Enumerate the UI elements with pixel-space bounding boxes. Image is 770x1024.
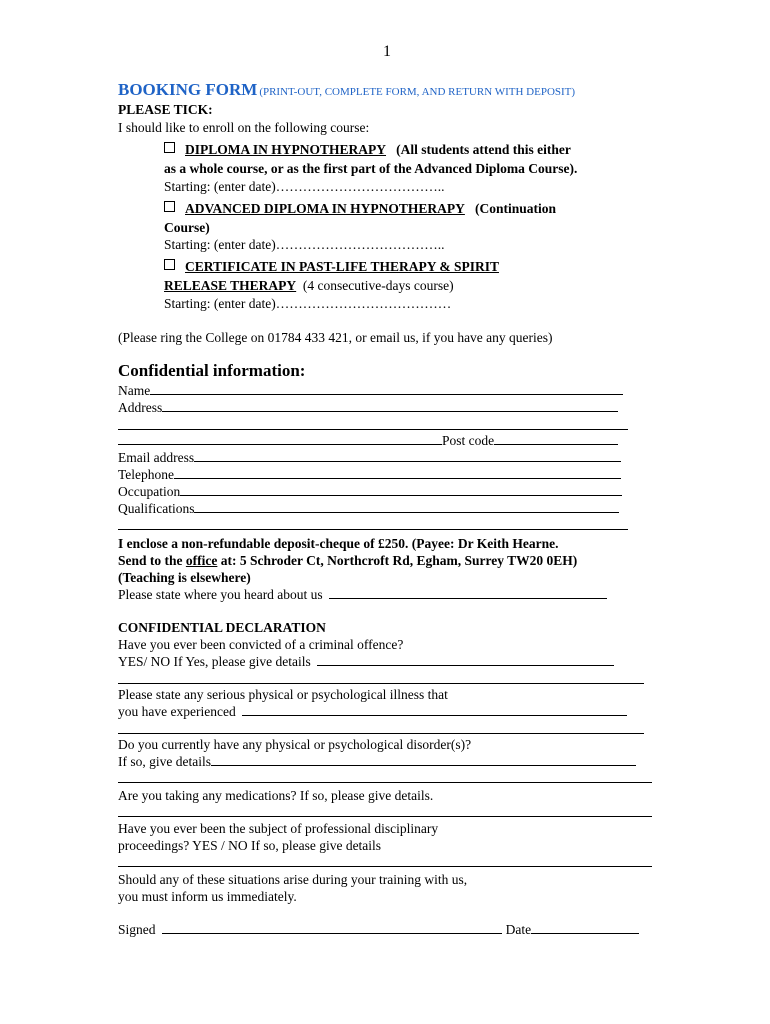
advanced-note-2: Course) xyxy=(164,220,210,235)
deposit-send-to: Send to the xyxy=(118,553,186,568)
signature-input-line[interactable] xyxy=(162,921,502,934)
q5-line[interactable] xyxy=(118,866,652,867)
inform-text-2: you must inform us immediately. xyxy=(118,889,297,904)
advanced-title: ADVANCED DIPLOMA IN HYPNOTHERAPY xyxy=(185,201,465,216)
name-field[interactable] xyxy=(118,382,623,399)
name-label: Name xyxy=(118,383,151,398)
q4-line[interactable] xyxy=(118,816,652,817)
postcode-label: Post code xyxy=(442,433,495,448)
q3-input-line[interactable] xyxy=(211,753,636,766)
q2-line-2[interactable] xyxy=(118,733,644,734)
diploma-title: DIPLOMA IN HYPNOTHERAPY xyxy=(185,142,387,157)
heard-label: Please state where you heard about us xyxy=(118,587,323,602)
please-tick-label: PLEASE TICK: xyxy=(118,102,213,117)
address-input-line[interactable] xyxy=(162,399,618,412)
qualifications-line-2[interactable] xyxy=(118,529,628,530)
q2-input-line[interactable] xyxy=(242,703,627,716)
advanced-note-1: (Continuation xyxy=(475,201,557,216)
diploma-note-2: as a whole course, or as the first part of the Advanced Diploma Course). xyxy=(164,161,578,176)
course-diploma-line xyxy=(164,141,571,158)
heard-input-line[interactable] xyxy=(329,586,607,599)
q1-criminal-offence: Have you ever been convicted of a criminal offence? xyxy=(118,637,404,652)
q2-illness: Please state any serious physical or psychological illness that xyxy=(118,687,448,702)
address-field[interactable] xyxy=(118,399,618,416)
q3-details-field[interactable] xyxy=(118,753,636,770)
email-label: Email address xyxy=(118,450,195,465)
address-line-3[interactable] xyxy=(118,432,442,445)
postcode-input-line[interactable] xyxy=(494,432,618,445)
q1-yes-no: YES/ NO If Yes, please give details xyxy=(118,654,311,669)
course-advanced-line xyxy=(164,200,556,217)
page-number: 1 xyxy=(383,43,391,60)
q1-details-field[interactable] xyxy=(118,653,614,670)
occupation-field[interactable] xyxy=(118,483,622,500)
telephone-input-line[interactable] xyxy=(174,466,621,479)
deposit-office: office xyxy=(185,553,218,568)
form-subtitle: (PRINT-OUT, COMPLETE FORM, AND RETURN WITH DEPOSIT) xyxy=(259,86,576,98)
address-line-2[interactable] xyxy=(118,429,628,430)
qualifications-field[interactable] xyxy=(118,500,619,517)
q1-input-line[interactable] xyxy=(317,653,614,666)
form-title-line xyxy=(118,81,575,101)
date-input-line[interactable] xyxy=(531,921,639,934)
deposit-line-1: I enclose a non-refundable deposit-cheque of £250. (Payee: Dr Keith Hearne. xyxy=(118,536,559,551)
signed-label: Signed xyxy=(118,922,156,937)
deposit-line-2 xyxy=(118,552,577,569)
declaration-heading: CONFIDENTIAL DECLARATION xyxy=(118,620,326,635)
advanced-checkbox[interactable] xyxy=(164,201,175,212)
q3-disorders: Do you currently have any physical or psychological disorder(s)? xyxy=(118,737,472,752)
occupation-input-line[interactable] xyxy=(180,483,622,496)
telephone-label: Telephone xyxy=(118,467,175,482)
q1-line-2[interactable] xyxy=(118,683,644,684)
certificate-note: (4 consecutive-days course) xyxy=(302,278,454,293)
q2-details-field[interactable] xyxy=(118,703,627,720)
deposit-line-3: (Teaching is elsewhere) xyxy=(118,570,251,585)
certificate-start-date[interactable]: Starting: (enter date)………………………………… xyxy=(164,296,452,311)
certificate-checkbox[interactable] xyxy=(164,259,175,270)
deposit-address: at: 5 Schroder Ct, Northcroft Rd, Egham, Surrey TW20 0EH) xyxy=(217,553,578,568)
email-field[interactable] xyxy=(118,449,621,466)
name-input-line[interactable] xyxy=(150,382,623,395)
ring-note: (Please ring the College on 01784 433 421, or email us, if you have any queries) xyxy=(118,330,553,345)
occupation-label: Occupation xyxy=(118,484,181,499)
diploma-start-date[interactable]: Starting: (enter date)……………………………….. xyxy=(164,179,445,194)
course-certificate-line xyxy=(164,258,499,275)
date-label: Date xyxy=(505,922,532,937)
q2-label: you have experienced xyxy=(118,704,236,719)
qualifications-input-line[interactable] xyxy=(194,500,619,513)
telephone-field[interactable] xyxy=(118,466,621,483)
certificate-line-2 xyxy=(164,277,454,294)
diploma-checkbox[interactable] xyxy=(164,142,175,153)
certificate-title-1: CERTIFICATE IN PAST-LIFE THERAPY & SPIRIT xyxy=(185,259,499,274)
q4-medications: Are you taking any medications? If so, please give details. xyxy=(118,788,434,803)
q5-yes-no: proceedings? YES / NO If so, please give details xyxy=(118,838,382,853)
confidential-heading: Confidential information: xyxy=(118,361,306,380)
inform-text-1: Should any of these situations arise during your training with us, xyxy=(118,872,468,887)
heard-field[interactable] xyxy=(118,586,607,603)
form-title: BOOKING FORM xyxy=(118,80,258,99)
q3-label: If so, give details xyxy=(118,754,211,769)
email-input-line[interactable] xyxy=(194,449,621,462)
qualifications-label: Qualifications xyxy=(118,501,195,516)
signature-row xyxy=(118,921,639,938)
q3-line-2[interactable] xyxy=(118,782,652,783)
enroll-text: I should like to enroll on the following course: xyxy=(118,120,370,135)
certificate-title-2: RELEASE THERAPY xyxy=(164,278,297,293)
diploma-note-1: (All students attend this either xyxy=(396,142,571,157)
q5-disciplinary: Have you ever been the subject of professional disciplinary xyxy=(118,821,439,836)
advanced-start-date[interactable]: Starting: (enter date)……………………………….. xyxy=(164,237,445,252)
postcode-field[interactable] xyxy=(118,432,618,449)
address-label: Address xyxy=(118,400,163,415)
